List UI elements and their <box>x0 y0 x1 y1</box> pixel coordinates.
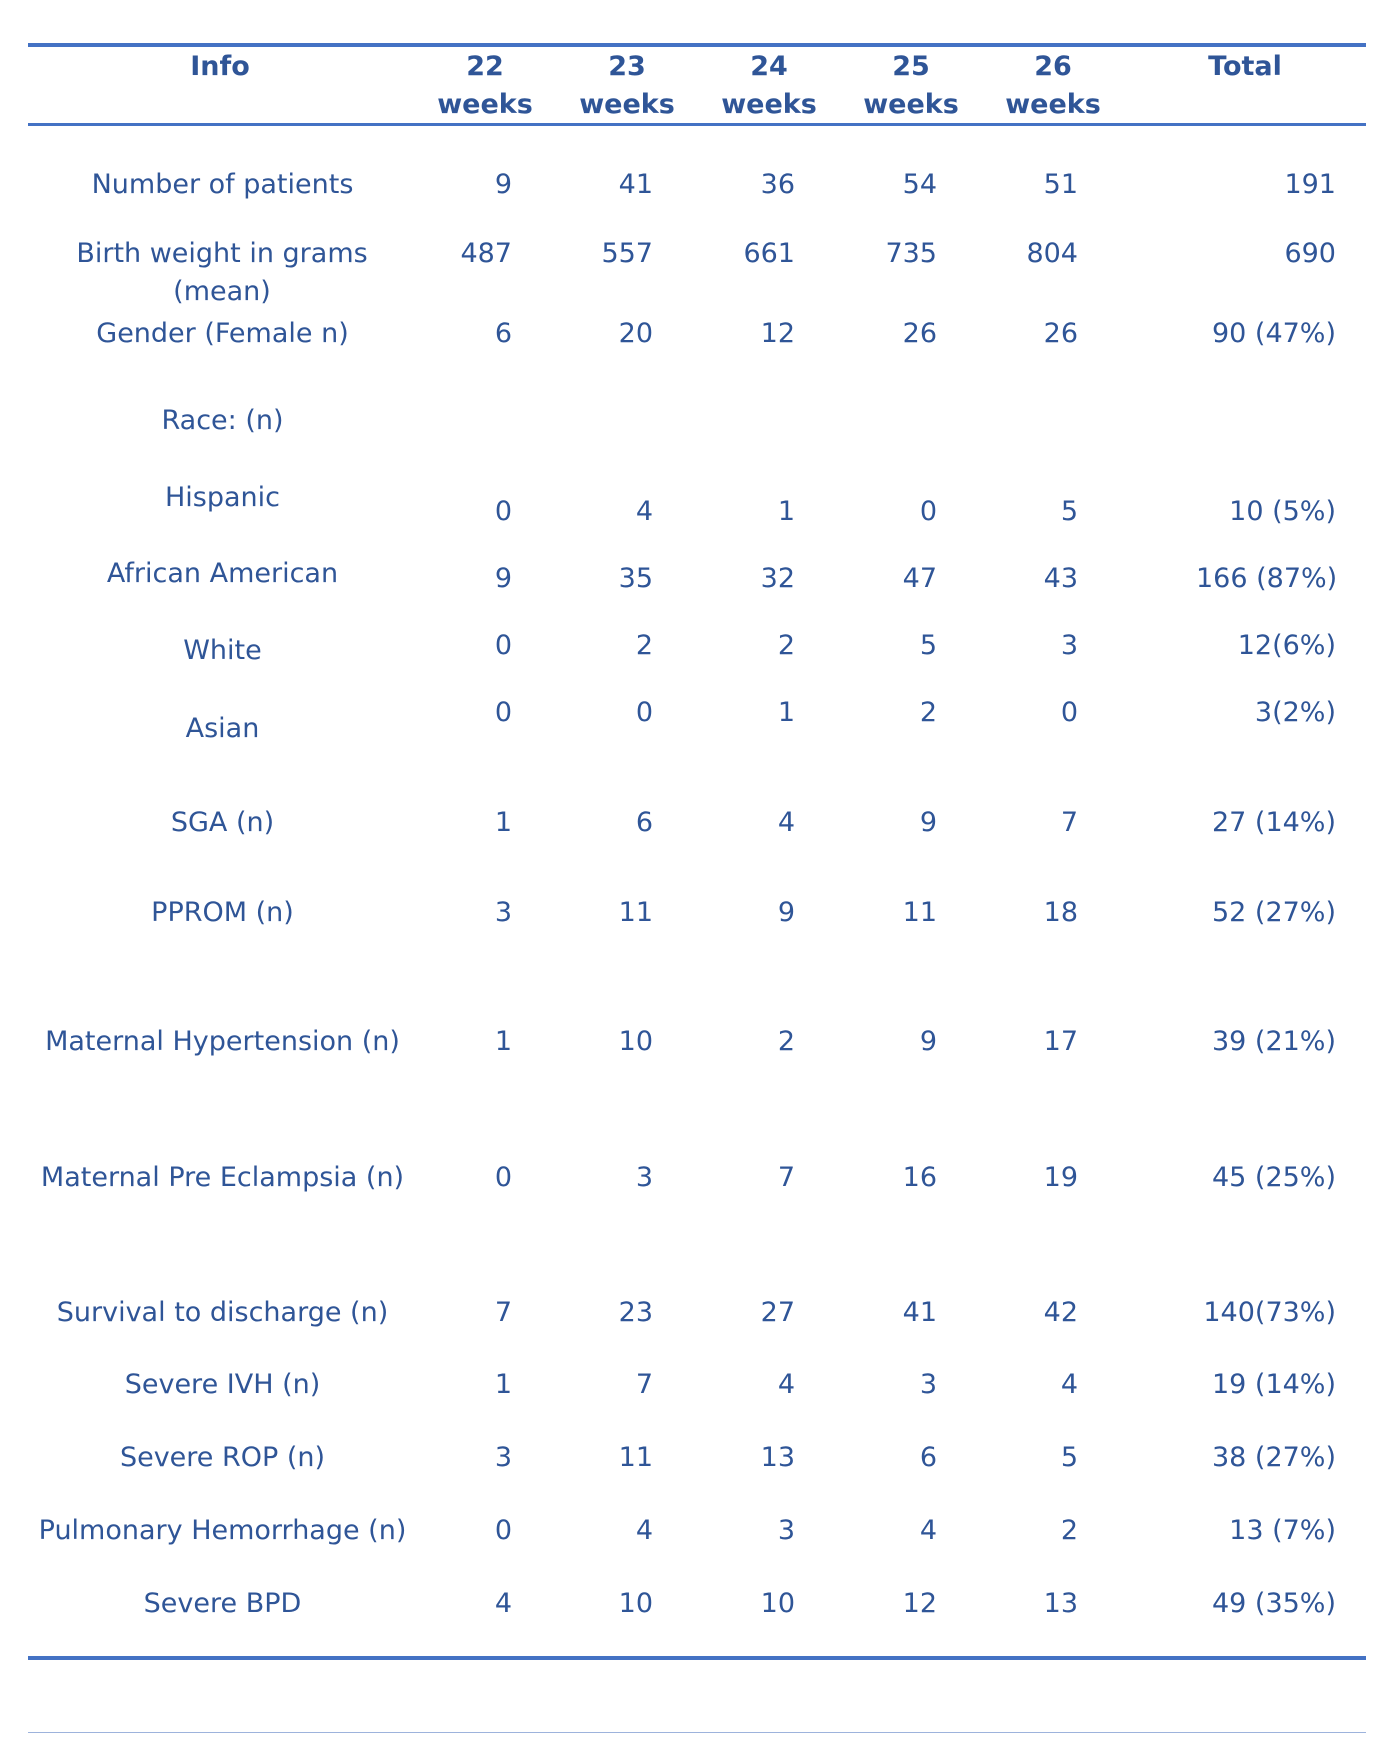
row-value: 16 <box>902 1162 937 1193</box>
header-rule <box>28 123 1366 126</box>
row-value: 3 <box>494 1442 512 1473</box>
row-value: 0 <box>494 1162 512 1193</box>
row-total: 52 (27%) <box>1211 897 1336 928</box>
row-label: Number of patients <box>91 169 354 200</box>
header-col-25 <box>846 48 976 124</box>
row-value: 32 <box>760 563 795 594</box>
header-info-label: Info <box>190 51 250 82</box>
row-value: 0 <box>494 1515 512 1546</box>
row-value: 51 <box>1043 169 1078 200</box>
row-value: 3 <box>919 1369 937 1400</box>
row-value: 43 <box>1043 563 1078 594</box>
row-value: 7 <box>494 1297 512 1328</box>
row-label: Hispanic <box>164 482 280 513</box>
row-label: Asian <box>185 713 260 744</box>
row-value: 23 <box>618 1297 653 1328</box>
header-col-number: 26 <box>1034 51 1072 82</box>
row-total: 49 (35%) <box>1211 1588 1336 1619</box>
row-label: Severe BPD <box>143 1588 302 1619</box>
row-total: 39 (21%) <box>1211 1026 1336 1057</box>
row-total: 3(2%) <box>1254 697 1336 728</box>
footer-rule <box>28 1732 1366 1733</box>
row-value: 10 <box>760 1588 795 1619</box>
row-value: 4 <box>494 1588 512 1619</box>
row-label: Birth weight in grams (mean) <box>76 238 368 307</box>
row-value: 11 <box>618 1442 653 1473</box>
header-col-number: 23 <box>608 51 646 82</box>
top-rule <box>28 43 1366 47</box>
row-label: Severe IVH (n) <box>124 1369 321 1400</box>
row-value: 4 <box>777 1369 795 1400</box>
row-value: 4 <box>1060 1369 1078 1400</box>
row-value: 804 <box>1026 238 1078 269</box>
row-value: 1 <box>777 697 795 728</box>
row-value: 3 <box>1060 630 1078 661</box>
row-value: 9 <box>919 807 937 838</box>
row-value: 4 <box>635 1515 653 1546</box>
row-value: 4 <box>919 1515 937 1546</box>
row-label: Severe ROP (n) <box>119 1442 326 1473</box>
row-value: 0 <box>919 496 937 527</box>
row-value: 20 <box>618 318 653 349</box>
row-value: 11 <box>618 897 653 928</box>
row-total: 12(6%) <box>1237 630 1336 661</box>
row-value: 7 <box>635 1369 653 1400</box>
row-value: 0 <box>494 697 512 728</box>
row-value: 13 <box>760 1442 795 1473</box>
row-value: 10 <box>618 1588 653 1619</box>
row-label: SGA (n) <box>170 807 275 838</box>
header-info <box>120 48 320 86</box>
row-value: 0 <box>635 697 653 728</box>
row-value: 7 <box>777 1162 795 1193</box>
row-total: 140(73%) <box>1203 1297 1336 1328</box>
row-value: 35 <box>618 563 653 594</box>
header-col-unit: weeks <box>1005 89 1101 120</box>
row-value: 12 <box>902 1588 937 1619</box>
row-value: 12 <box>760 318 795 349</box>
row-value: 5 <box>1060 496 1078 527</box>
row-value: 6 <box>494 318 512 349</box>
row-label: Maternal Pre Eclampsia (n) <box>40 1162 405 1193</box>
row-value: 41 <box>902 1297 937 1328</box>
row-total: 27 (14%) <box>1211 807 1336 838</box>
row-value: 17 <box>1043 1026 1078 1057</box>
row-total: 13 (7%) <box>1229 1515 1336 1546</box>
header-col-unit: weeks <box>579 89 675 120</box>
row-value: 26 <box>1043 318 1078 349</box>
row-total: 166 (87%) <box>1196 563 1338 594</box>
row-value: 1 <box>494 1026 512 1057</box>
header-col-unit: weeks <box>863 89 959 120</box>
header-col-24 <box>704 48 834 124</box>
header-col-26 <box>988 48 1118 124</box>
row-value: 5 <box>1060 1442 1078 1473</box>
row-value: 5 <box>919 630 937 661</box>
row-value: 26 <box>902 318 937 349</box>
row-total: 45 (25%) <box>1211 1162 1336 1193</box>
row-value: 2 <box>635 630 653 661</box>
row-value: 735 <box>885 238 937 269</box>
row-total: 19 (14%) <box>1211 1369 1336 1400</box>
row-value: 19 <box>1043 1162 1078 1193</box>
row-label: Race: (n) <box>161 405 284 436</box>
row-value: 3 <box>494 897 512 928</box>
row-label: African American <box>106 558 339 589</box>
row-value: 6 <box>635 807 653 838</box>
row-value: 9 <box>919 1026 937 1057</box>
row-label: Gender (Female n) <box>96 318 349 349</box>
row-value: 9 <box>777 897 795 928</box>
row-value: 0 <box>1060 697 1078 728</box>
row-value: 1 <box>494 1369 512 1400</box>
row-value: 13 <box>1043 1588 1078 1619</box>
row-value: 4 <box>777 807 795 838</box>
row-value: 2 <box>1060 1515 1078 1546</box>
row-value: 27 <box>760 1297 795 1328</box>
row-value: 2 <box>777 630 795 661</box>
row-value: 10 <box>618 1026 653 1057</box>
header-total-label: Total <box>1208 51 1282 82</box>
row-value: 0 <box>494 630 512 661</box>
row-label: Survival to discharge (n) <box>56 1297 389 1328</box>
row-value: 7 <box>1060 807 1078 838</box>
row-value: 487 <box>460 238 512 269</box>
row-value: 2 <box>777 1026 795 1057</box>
row-value: 18 <box>1043 897 1078 928</box>
row-label: White <box>183 635 262 666</box>
row-total: 90 (47%) <box>1211 318 1336 349</box>
header-col-22 <box>420 48 550 124</box>
row-value: 9 <box>494 563 512 594</box>
row-label: PPROM (n) <box>151 897 294 928</box>
header-col-number: 24 <box>750 51 788 82</box>
row-value: 6 <box>919 1442 937 1473</box>
row-total: 10 (5%) <box>1229 496 1336 527</box>
row-label: Pulmonary Hemorrhage (n) <box>38 1515 407 1546</box>
row-value: 4 <box>635 496 653 527</box>
row-value: 0 <box>494 496 512 527</box>
row-total: 38 (27%) <box>1211 1442 1336 1473</box>
row-value: 1 <box>777 496 795 527</box>
header-col-unit: weeks <box>721 89 817 120</box>
row-value: 41 <box>618 169 653 200</box>
row-value: 11 <box>902 897 937 928</box>
row-total: 690 <box>1284 238 1336 269</box>
row-value: 1 <box>494 807 512 838</box>
header-col-23 <box>562 48 692 124</box>
row-value: 3 <box>777 1515 795 1546</box>
row-value: 42 <box>1043 1297 1078 1328</box>
row-value: 661 <box>743 238 795 269</box>
header-col-number: 22 <box>466 51 504 82</box>
row-value: 2 <box>919 697 937 728</box>
row-value: 54 <box>902 169 937 200</box>
header-total <box>1160 48 1330 86</box>
row-value: 47 <box>902 563 937 594</box>
row-value: 3 <box>635 1162 653 1193</box>
row-value: 557 <box>601 238 653 269</box>
row-total: 191 <box>1284 169 1336 200</box>
row-value: 36 <box>760 169 795 200</box>
header-col-number: 25 <box>892 51 930 82</box>
row-label: Maternal Hypertension (n) <box>45 1026 400 1057</box>
bottom-rule <box>28 1656 1366 1660</box>
header-col-unit: weeks <box>437 89 533 120</box>
row-value: 9 <box>494 169 512 200</box>
